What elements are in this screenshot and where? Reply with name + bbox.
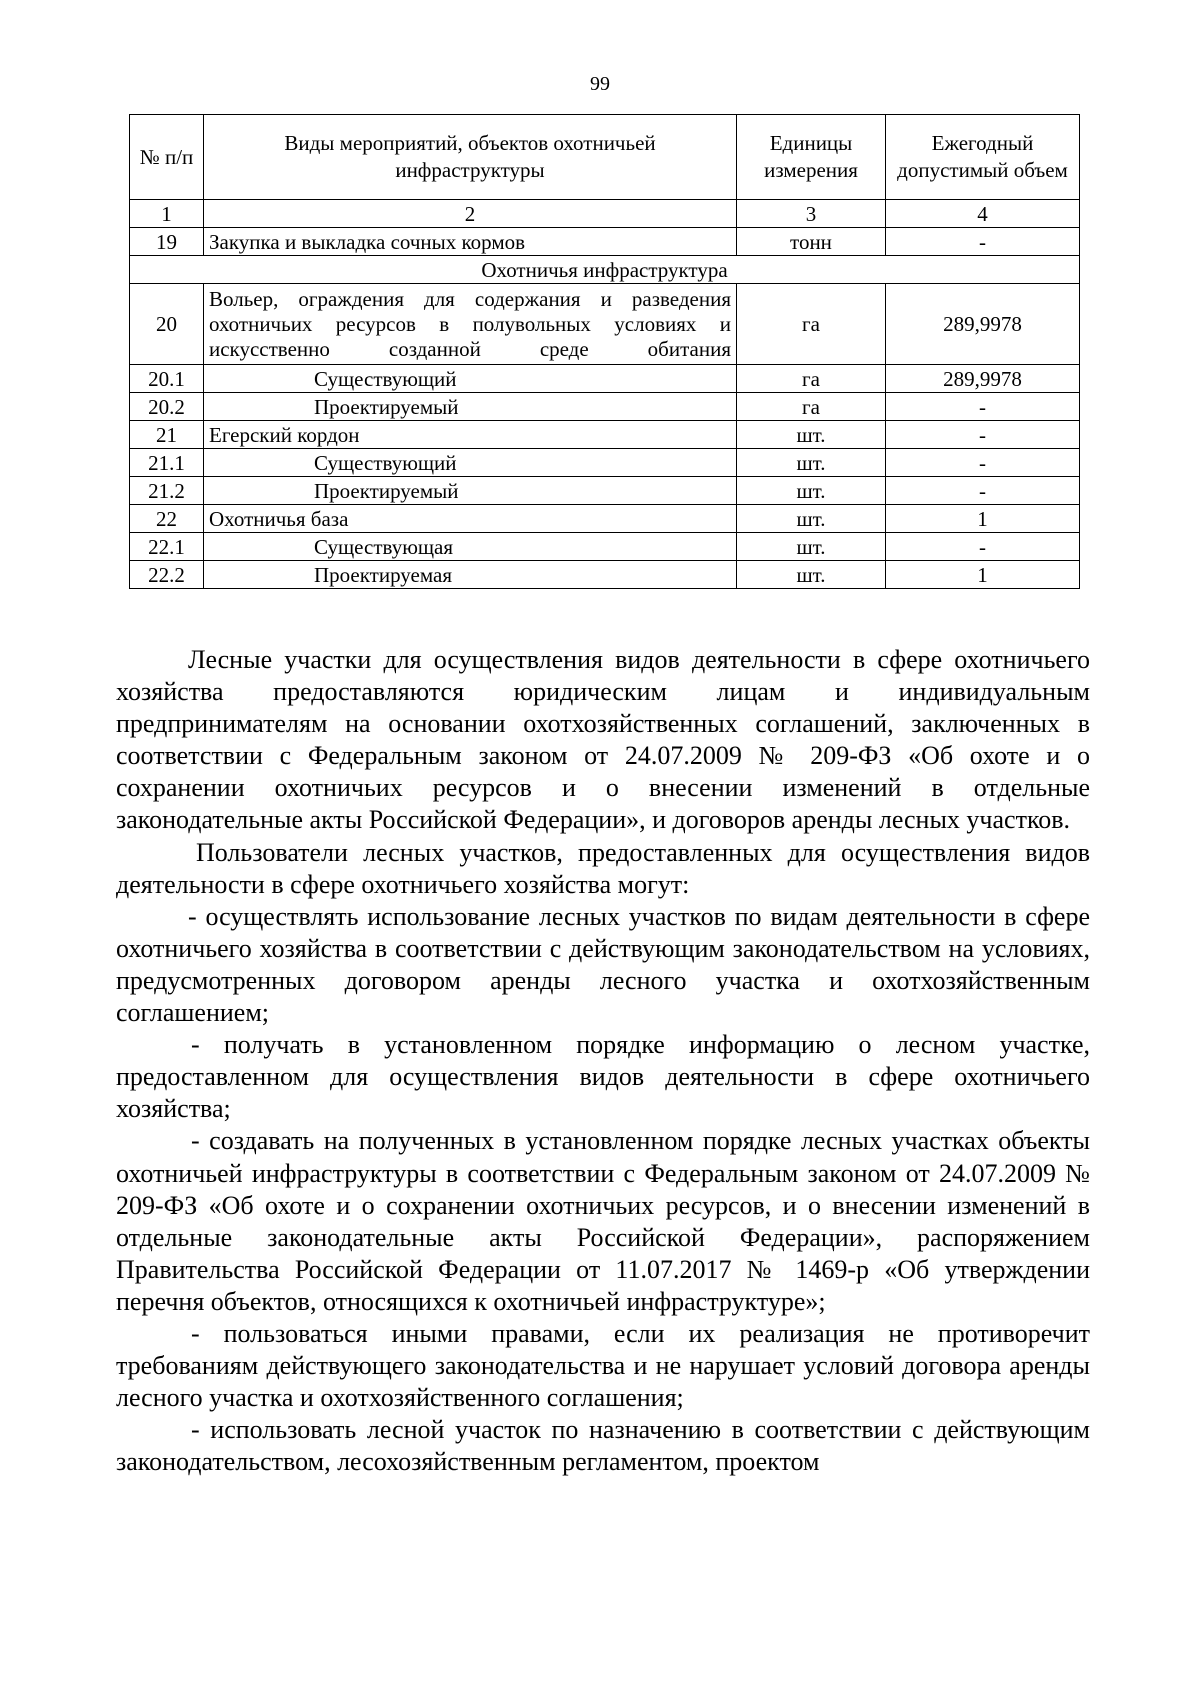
list-item: - создавать на полученных в установленном порядке лесных участках объекты охотничьей инфраструктуры в соответствии с Федеральным законом от 24.07.2009 № 209-ФЗ «Об охоте и о сохранении охотничьих ресурсов, и о внесении изменений в отдельные законодательные акты Российской Федерации», распоряжением Правительства Российской Федерации от 11.07.2017 № 1469-р «Об утверждении перечня объектов, относящихся к охотничьей инфраструктуре»; <box>116 1126 1090 1316</box>
row-num: 22 <box>130 505 204 533</box>
row-num: 22.1 <box>130 533 204 561</box>
column-number: 3 <box>737 200 886 228</box>
column-number: 1 <box>130 200 204 228</box>
table-row <box>130 393 1080 421</box>
table-row <box>130 561 1080 589</box>
row-name: Существующий <box>204 449 737 477</box>
row-name: Закупка и выкладка сочных кормов <box>204 228 737 256</box>
table-row <box>130 477 1080 505</box>
row-name: Существующая <box>204 533 737 561</box>
row-value: - <box>886 228 1080 256</box>
list-item: - пользоваться иными правами, если их реализация не противоречит требованиям действующего законодательства и не нарушает условий договора аренды лесного участка и охотхозяйственного соглашения; <box>116 1318 1090 1413</box>
table-row <box>130 505 1080 533</box>
body-text <box>116 644 1090 1478</box>
row-unit: тонн <box>737 228 886 256</box>
row-name: Существующий <box>204 365 737 393</box>
table-header-row <box>130 115 1080 200</box>
row-num: 21.2 <box>130 477 204 505</box>
row-value: 289,9978 <box>886 284 1080 365</box>
infrastructure-table <box>129 114 1080 589</box>
row-value: 289,9978 <box>886 365 1080 393</box>
row-value: - <box>886 449 1080 477</box>
row-value: 1 <box>886 561 1080 589</box>
row-num: 20.1 <box>130 365 204 393</box>
table-row <box>130 228 1080 256</box>
section-title: Охотничья инфраструктура <box>130 256 1080 284</box>
table-row <box>130 533 1080 561</box>
row-value: - <box>886 477 1080 505</box>
header-type: Виды мероприятий, объектов охотничьей инфраструктуры <box>204 115 737 200</box>
row-unit: шт. <box>737 561 886 589</box>
row-unit: га <box>737 365 886 393</box>
row-num: 22.2 <box>130 561 204 589</box>
row-num: 19 <box>130 228 204 256</box>
row-value: - <box>886 421 1080 449</box>
paragraph: Пользователи лесных участков, предоставленных для осуществления видов деятельности в сфере охотничьего хозяйства могут: <box>116 837 1090 899</box>
row-name: Проектируемая <box>204 561 737 589</box>
row-name: Вольер, ограждения для содержания и разведения охотничьих ресурсов в полувольных условиях и искусственно созданной среде обитания <box>204 284 737 365</box>
row-name: Проектируемый <box>204 477 737 505</box>
row-unit: га <box>737 284 886 365</box>
row-name: Егерский кордон <box>204 421 737 449</box>
list-item: - использовать лесной участок по назначению в соответствии с действующим законодательством, лесохозяйственным регламентом, проектом <box>116 1415 1090 1477</box>
row-unit: шт. <box>737 533 886 561</box>
header-unit: Единицы измерения <box>737 115 886 200</box>
row-num: 20 <box>130 284 204 365</box>
header-volume: Ежегодный допустимый объем <box>886 115 1080 200</box>
list-item: - получать в установленном порядке информацию о лесном участке, предоставленном для осуществления видов деятельности в сфере охотничьего хозяйства; <box>116 1030 1090 1124</box>
column-number-row <box>130 200 1080 228</box>
row-value: - <box>886 393 1080 421</box>
row-unit: шт. <box>737 421 886 449</box>
paragraph: Лесные участки для осуществления видов деятельности в сфере охотничьего хозяйства предоставляются юридическим лицам и индивидуальным предпринимателям на основании охотхозяйственных соглашений, заключенных в соответствии с Федеральным законом от 24.07.2009 № 209-ФЗ «Об охоте и о сохранении охотничьих ресурсов и о внесении изменений в отдельные законодательные акты Российской Федерации», и договоров аренды лесных участков. <box>116 645 1090 835</box>
page-number: 99 <box>590 73 610 95</box>
header-num: № п/п <box>130 115 204 200</box>
row-unit: шт. <box>737 477 886 505</box>
row-value: 1 <box>886 505 1080 533</box>
row-num: 21.1 <box>130 449 204 477</box>
row-name: Охотничья база <box>204 505 737 533</box>
row-unit: га <box>737 393 886 421</box>
table-row <box>130 284 1080 365</box>
row-num: 20.2 <box>130 393 204 421</box>
table-row <box>130 449 1080 477</box>
list-item: - осуществлять использование лесных участков по видам деятельности в сфере охотничьего хозяйства в соответствии с действующим законодательством на условиях, предусмотренных договором аренды лесного участка и охотхозяйственным соглашением; <box>116 901 1090 1028</box>
row-name: Проектируемый <box>204 393 737 421</box>
column-number: 2 <box>204 200 737 228</box>
row-unit: шт. <box>737 505 886 533</box>
table-row <box>130 421 1080 449</box>
table-row <box>130 365 1080 393</box>
row-value: - <box>886 533 1080 561</box>
column-number: 4 <box>886 200 1080 228</box>
row-unit: шт. <box>737 449 886 477</box>
row-num: 21 <box>130 421 204 449</box>
section-row <box>130 256 1080 284</box>
